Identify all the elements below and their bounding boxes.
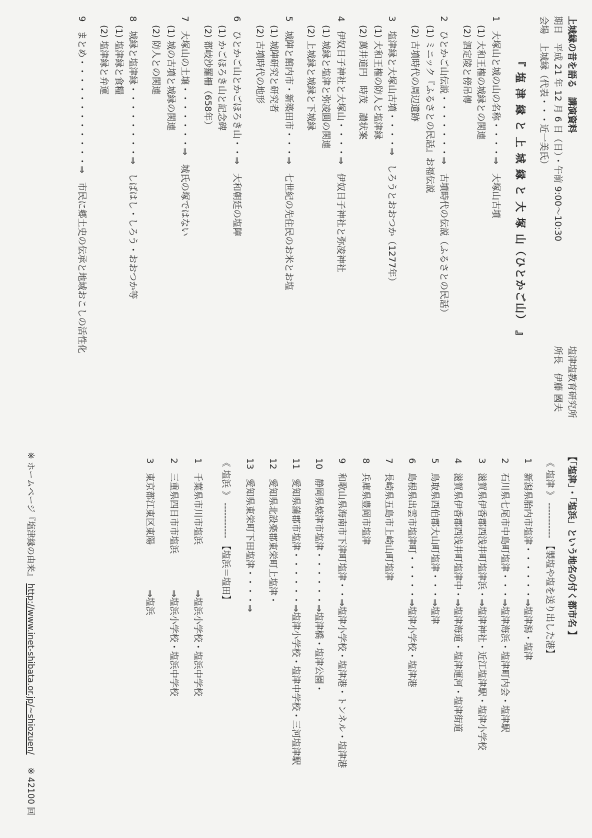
list-item: 4 伊奴日子神社と大塚山・・・・⇒ 伊奴日子神社と弥凌神社	[334, 16, 345, 273]
footer-count: ※ 42100 回	[25, 767, 35, 816]
list-item: 1 大塚山と城の山の名称・・・・⇒ 大塚山古墳	[490, 16, 500, 219]
list-item: (1) 城陣研究と研究者	[268, 16, 279, 113]
footer-line	[24, 452, 34, 815]
list-item: (2) 泗定陵と傍吊傳	[460, 16, 471, 104]
org-person: 所長 伊藤 國夫	[552, 346, 562, 412]
list-item: 4 滋賀県伊香郡西浅井町塩津中・⇒塩津海道・塩津運河・塩津街道	[452, 458, 463, 733]
org-name: 塩津塩教育研究所	[566, 346, 576, 419]
list-item: 1 新潟県胎内市塩津・・・・・・⇒塩津潟・塩津	[522, 458, 532, 661]
list-item: (1) ミニック『ふるさとの民話』お福伝説	[423, 16, 434, 194]
list-item: 1 千葉県市川市塩浜 ⇒塩浜小学校・塩浜中学校	[192, 458, 202, 697]
list-item: 6 島根県出雲市塩津町・・・・・⇒塩津小学校・塩津港	[406, 458, 416, 688]
list-item: (2) 古墳時代の地形	[253, 16, 264, 104]
list-item: (1) 塩津縁と食糧	[112, 16, 123, 95]
list-item: 3 東京都江東区東陽 ⇒塩浜	[144, 458, 154, 616]
header-line-3: 会場 上城縁（代表・・・近一美氏）	[538, 16, 548, 170]
list-item: 13 愛知県東栄町下田塩津・・・・⇒	[243, 458, 254, 612]
list-item: 2 三重県四日市市塩浜 ⇒塩浜小学校・塩浜中学校	[168, 458, 178, 697]
lecture-title: 『 塩 津 縁 と 上 城 縁 と 大 塚 山（ひとかご山） 』	[514, 56, 526, 342]
list-item: 10 静岡県焼津市塩津・・・・・・⇒塩津橋・塩津公園・	[313, 458, 324, 693]
list-item: (2) 防人との関連	[150, 16, 160, 95]
list-item: (1) 城の古墳と城縁の関連	[164, 16, 175, 131]
footer-url[interactable]: http://www.inet-shibata.or.jp/~shiozuen/	[25, 583, 35, 755]
list-item: 7 長崎県五島市上崎山町塩津	[382, 458, 393, 581]
list-item: 12 愛知県北設楽郡東栄町上塩津・	[266, 458, 277, 605]
placename-title: 【「塩津」・「塩浜」という地名の付く都市名 】	[566, 452, 576, 640]
list-item: (2) 上城縁と城縁と下城縁	[305, 16, 316, 131]
list-item: 2 石川県七尾市中島町塩津・・・⇒塩津海浜・塩津町内会・塩津駅	[498, 458, 509, 733]
list-item: (2) 塩津縁と弁運	[98, 16, 109, 95]
list-item: 7 大塚山の土壌・・・・・・・⇒ 城氏の塚ではない	[179, 16, 190, 237]
list-item: 9 和歌山県海南市下津町塩津・・⇒塩津小学校・塩津港・トンネル・塩津港	[336, 458, 347, 768]
list-item: 5 城陣と館内市・新築田市・・・⇒ 七世紀の先住民のお米とお塩	[282, 16, 293, 291]
list-item: 8 城縁と塩津縁・・・・・・・・⇒ しばはし・しろう・おおつか等	[127, 16, 138, 300]
header-line-2: 期日 平成 21 年 12 月 6 日（日）・午前 9:00〜10:30	[552, 16, 562, 242]
list-item: (1) かごほろき山と記念碑	[216, 16, 227, 131]
list-item: (2) 都岐沙羅柵（658年）	[201, 16, 212, 130]
list-item: (2) 萬井道円 時茂 讃状案	[357, 16, 368, 140]
list-item: (2) 古墳時代の周辺遺跡	[409, 16, 419, 122]
list-item: (1) 大和王権の城縁との関連	[475, 16, 486, 140]
list-item: 6 ひとかご山とかごほろき山・・⇒ 大和朝廷の塩陣	[231, 16, 241, 237]
list-item: 11 愛知県蒲郡市塩津・・・・・・⇒塩津小学校・塩津中学校・三河塩津駅	[290, 458, 300, 765]
list-item: (1) 城縁と塩津と弥凌圓の関連	[320, 16, 330, 149]
list-item: 5 鳥取県西伯郡大山町塩津・・・⇒塩津	[429, 458, 440, 625]
footer-label: ※ ホームページ『塩津縁の由来』	[25, 452, 35, 581]
list-item: 3 滋賀県伊香郡西浅井町塩津浜・⇒塩津神社・近江塩津駅・塩津小学校	[475, 458, 486, 751]
list-item: 3 塩津縁と大塚山古墳・・・・⇒ しろうとおおつか（1277年）	[386, 16, 397, 287]
list-item: 8 兵庫県豊岡市塩津	[359, 458, 370, 545]
section-shiohama-heading: 《 塩浜 》 ----------- 【塩浜＝塩田】	[220, 458, 230, 605]
header-line-1: 上城縁の昔を語る 講演資料	[566, 16, 576, 134]
list-item: 9 まとめ・・・・・・・・・・・・⇒ 市民に郷土史の伝承と地域おこしの活性化	[75, 16, 86, 354]
list-item: 2 ひとかご山伝説・・・・・・・⇒ 古墳時代の伝説（ふるさとの民話）	[438, 16, 449, 318]
list-item: (1) 大和王権の防人と塩津縁	[371, 16, 382, 140]
section-shiozu-heading: 《 塩津 》 ----------- 【製塩や塩を送り出した港】	[544, 458, 554, 659]
